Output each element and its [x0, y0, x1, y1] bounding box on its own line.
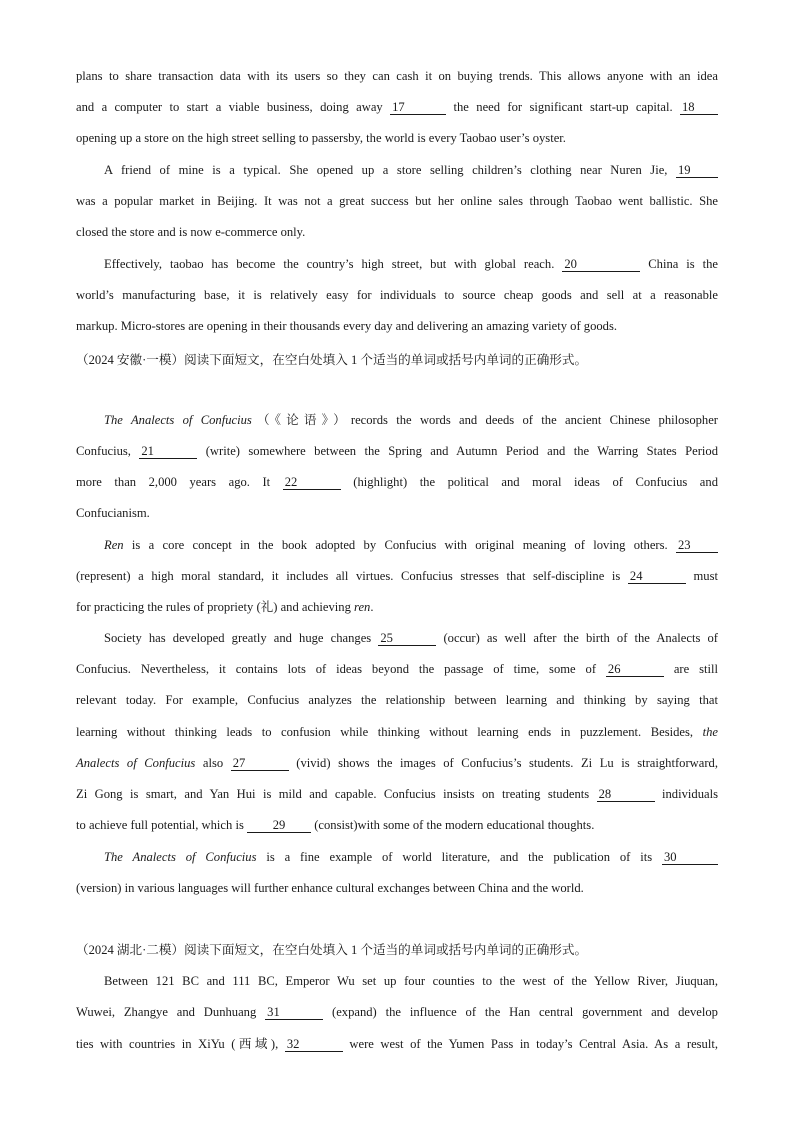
passage-line: (represent) a high moral standard, it includes all virtues. Confucius stresses that self-discipline is 24 must	[76, 569, 719, 583]
passage-line: Between 121 BC and 111 BC, Emperor Wu set up four counties to the west of the Yellow River, Jiuquan,	[104, 974, 718, 988]
passage-line: Zi Gong is smart, and Yan Hui is mild and capable. Confucius insists on treating students 28 individuals	[76, 787, 718, 801]
section-heading: （2024 安徽·一模）阅读下面短文，在空白处填入 1 个适当的单词或括号内单词的正确形式。	[76, 353, 588, 367]
passage-line: learning without thinking leads to confusion while thinking without learning ends in puzzlement. Besides, the	[76, 725, 718, 739]
blank-18[interactable]: 18	[680, 101, 718, 115]
passage-line: for practicing the rules of propriety (礼) and achieving ren.	[76, 600, 374, 614]
passage-line: closed the store and is now e-commerce only.	[76, 225, 306, 239]
passage-line: Confucius, 21 (write) somewhere between the Spring and Autumn Period and the Warring States Period	[76, 444, 718, 458]
passage-line: Society has developed greatly and huge changes 25 (occur) as well after the birth of the Analects of	[104, 631, 718, 645]
blank-27[interactable]: 27	[231, 757, 289, 771]
section-heading: （2024 湖北·二模）阅读下面短文，在空白处填入 1 个适当的单词或括号内单词的正确形式。	[76, 943, 588, 957]
passage-line: opening up a store on the high street selling to passersby, the world is every Taobao user’s oyster.	[76, 131, 566, 145]
passage-line: Wuwei, Zhangye and Dunhuang 31 (expand) the influence of the Han central government and develop	[76, 1005, 718, 1019]
blank-29[interactable]: 29	[247, 819, 311, 833]
passage-line: more than 2,000 years ago. It 22 (highlight) the political and moral ideas of Confucius and	[76, 475, 718, 489]
passage-line: was a popular market in Beijing. It was not a great success but her online sales through Taobao went ballistic. She	[76, 194, 718, 208]
passage-line: Ren is a core concept in the book adopted by Confucius with original meaning of loving others. 23	[104, 537, 718, 553]
passage-line: Effectively, taobao has become the country’s high street, but with global reach. 20 China is the	[104, 257, 719, 271]
passage-line: Confucius. Nevertheless, it contains lots of ideas beyond the passage of time, some of 26 are still	[76, 662, 718, 676]
passage-line: (version) in various languages will further enhance cultural exchanges between China and the world.	[76, 881, 584, 895]
blank-20[interactable]: 20	[562, 258, 640, 272]
passage-line: The Analects of Confucius is a fine example of world literature, and the publication of its 30	[104, 849, 718, 865]
blank-25[interactable]: 25	[378, 632, 436, 646]
blank-31[interactable]: 31	[265, 1006, 323, 1020]
passage-line: ties with countries in XiYu (西域), 32 were west of the Yumen Pass in today’s Central Asia. As a result,	[76, 1037, 718, 1051]
passage-line: The Analects of Confucius（《论语》）records the words and deeds of the ancient Chinese philosopher	[104, 413, 718, 427]
blank-28[interactable]: 28	[597, 788, 655, 802]
blank-30[interactable]: 30	[662, 851, 718, 865]
blank-32[interactable]: 32	[285, 1038, 343, 1052]
passage-line: plans to share transaction data with its users so they can cash it on buying trends. This allows anyone with an idea	[76, 69, 718, 83]
blank-19[interactable]: 19	[676, 164, 718, 178]
passage-line: markup. Micro-stores are opening in their thousands every day and delivering an amazing variety of goods.	[76, 319, 618, 333]
passage-line: Confucianism.	[76, 506, 150, 520]
blank-22[interactable]: 22	[283, 476, 341, 490]
passage-line: and a computer to start a viable business, doing away 17 the need for significant start-up capital. 18	[76, 99, 718, 115]
passage-line: A friend of mine is a typical. She opened up a store selling children’s clothing near Nuren Jie, 19	[104, 162, 718, 178]
blank-23[interactable]: 23	[676, 539, 718, 553]
blank-26[interactable]: 26	[606, 663, 664, 677]
blank-24[interactable]: 24	[628, 570, 686, 584]
passage-line: world’s manufacturing base, it is relatively easy for individuals to source cheap goods and sell at a reasonable	[76, 288, 718, 302]
blank-17[interactable]: 17	[390, 101, 446, 115]
passage-line: Analects of Confucius also 27 (vivid) shows the images of Confucius’s students. Zi Lu is straightforward,	[76, 756, 718, 770]
passage-line: relevant today. For example, Confucius analyzes the relationship between learning and thinking by saying that	[76, 693, 718, 707]
blank-21[interactable]: 21	[139, 445, 197, 459]
passage-line: to achieve full potential, which is 29 (consist)with some of the modern educational thoughts.	[76, 818, 595, 832]
